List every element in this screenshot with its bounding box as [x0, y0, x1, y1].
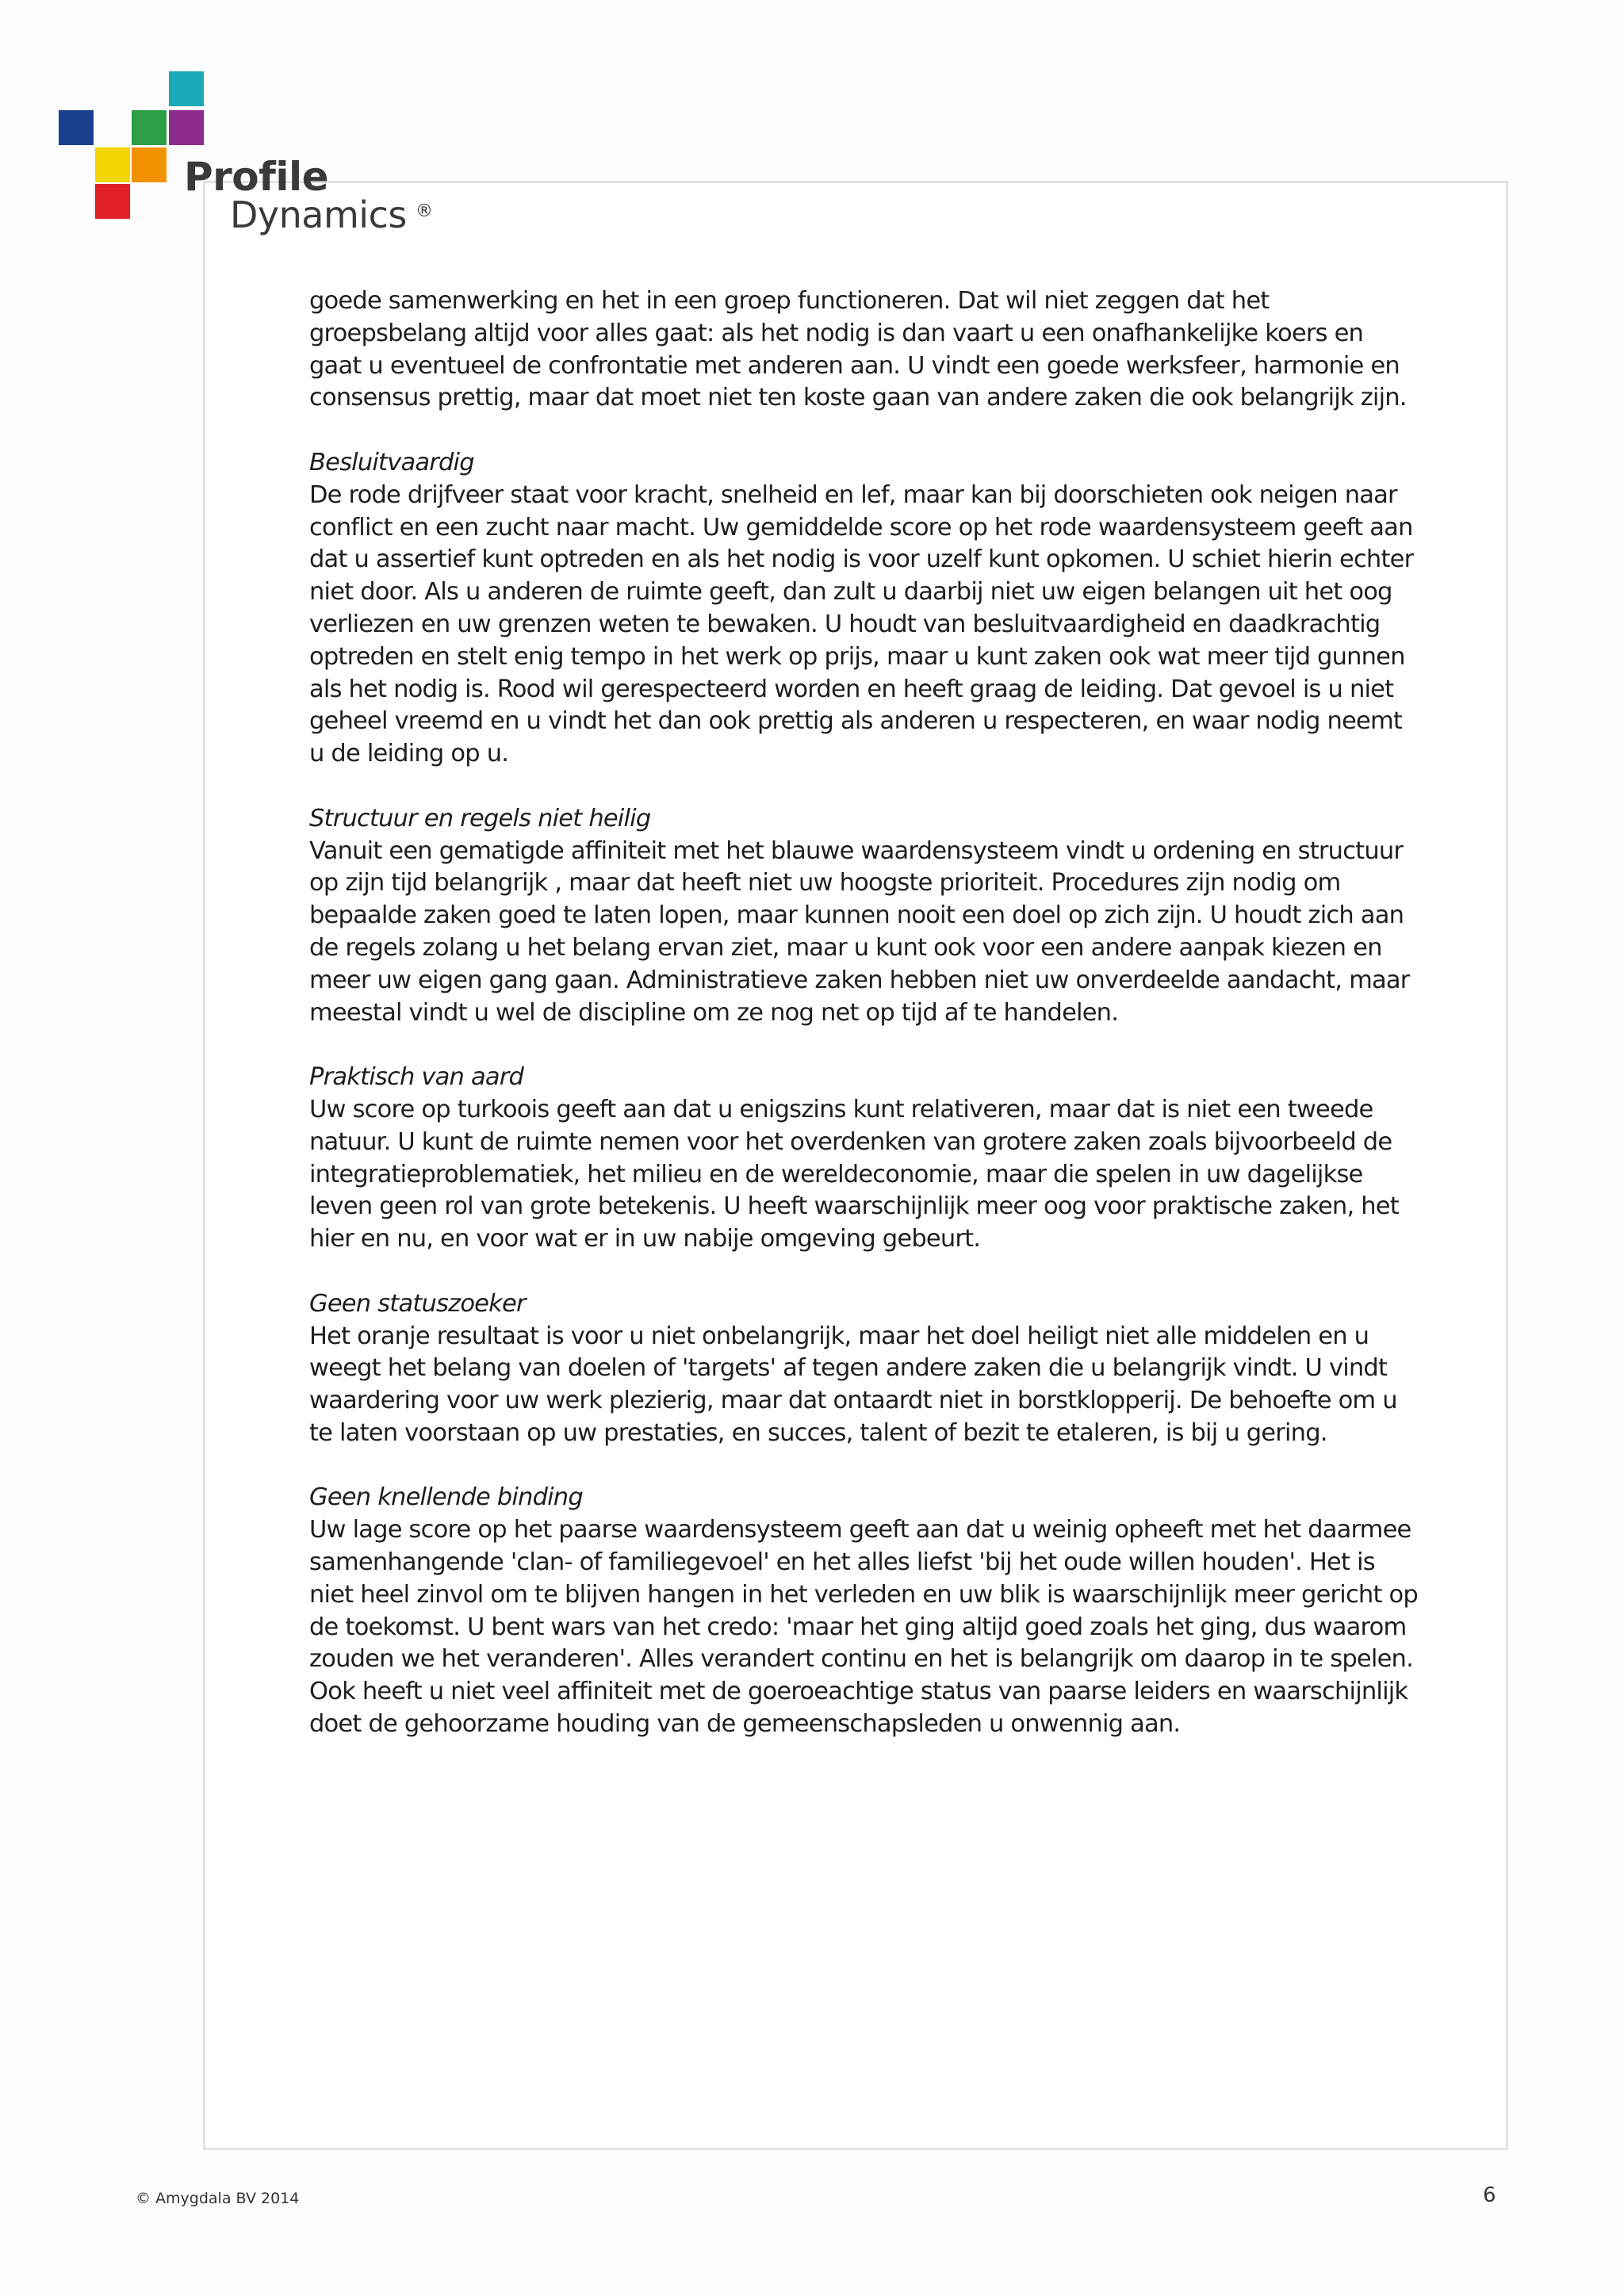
- section-heading: Besluitvaardig: [309, 448, 474, 476]
- section-heading: Geen statuszoeker: [309, 1289, 526, 1318]
- section-structuur: [309, 803, 1419, 1030]
- section-heading: Structuur en regels niet heilig: [309, 804, 651, 832]
- section-body: Uw score op turkoois geeft aan dat u enigszins kunt relativeren, maar dat is niet een tweede natuur. U kunt de ruimte nemen voor het overdenken van grotere zaken zoals bijvoorbeeld de integratieproblematiek, het milieu en de wereldeconomie, maar die spelen in uw dagelijkse leven geen rol van grote betekenis. U heeft waarschijnlijk meer oog voor praktische zaken, het hier en nu, en voor wat er in uw nabije omgeving gebeurt.: [309, 1095, 1399, 1253]
- logo-registered-mark: ®: [416, 201, 433, 221]
- logo-word-profile: Profile: [184, 154, 329, 200]
- logo-square-blue: [59, 110, 94, 145]
- logo-square-yellow: [95, 147, 130, 182]
- section-body: Uw lage score op het paarse waardensysteem geeft aan dat u weinig opheeft met het daarmee samenhangende 'clan- of familiegevoel' en het alles liefst 'bij het oude willen houden'. Het is niet heel zinvol om te blijven hangen in het verleden en uw blik is waarschijnlijk meer gericht op de toekomst. U bent wars van het credo: 'maar het ging altijd goed zoals het ging, dus waarom zouden we het veranderen'. Alles verandert continu en het is belangrijk om daarop in te spelen. Ook heeft u niet veel affiniteit met de goeroeachtige status van paarse leiders en waarschijnlijk doet de gehoorzame houding van de gemeenschapsleden u onwennig aan.: [309, 1516, 1418, 1739]
- section-heading: Geen knellende binding: [309, 1483, 583, 1512]
- section-praktisch: [309, 1062, 1419, 1256]
- section-binding: [309, 1482, 1419, 1740]
- footer-copyright: © Amygdala BV 2014: [136, 2190, 300, 2207]
- section-heading: Praktisch van aard: [309, 1063, 524, 1092]
- logo-square-red: [95, 184, 130, 219]
- intro-paragraph: goede samenwerking en het in een groep functioneren. Dat wil niet zeggen dat het groepsbelang altijd voor alles gaat: als het nodig is dan vaart u een onafhankelijke koers en gaat u eventueel de confrontatie met anderen aan. U vindt een goede werksfeer, harmonie en consensus prettig, maar dat moet niet ten koste gaan van andere zaken die ook belangrijk zijn.: [309, 287, 1407, 412]
- document-body: [309, 285, 1419, 1774]
- logo-square-orange: [132, 147, 167, 182]
- section-body: Vanuit een gematigde affiniteit met het blauwe waardensysteem vindt u ordening en structuur op zijn tijd belangrijk , maar dat heeft niet uw hoogste prioriteit. Procedures zijn nodig om bepaalde zaken goed te laten lopen, maar kunnen nooit een doel op zich zijn. U houdt zich aan de regels zolang u het belang ervan ziet, maar u kunt ook voor een andere aanpak kiezen en meer uw eigen gang gaan. Administratieve zaken hebben niet uw onverdeelde aandacht, maar meestal vindt u wel de discipline om ze nog net op tijd af te handelen.: [309, 836, 1410, 1027]
- logo-word-dynamics: Dynamics: [230, 193, 407, 236]
- section-statuszoeker: [309, 1288, 1419, 1450]
- section-besluitvaardig: [309, 447, 1419, 771]
- section-body: De rode drijfveer staat voor kracht, snelheid en lef, maar kan bij doorschieten ook neigen naar conflict en een zucht naar macht. Uw gemiddelde score op het rode waardensysteem geeft aan dat u assertief kunt optreden en als het nodig is voor uzelf kunt opkomen. U schiet hierin echter niet door. Als u anderen de ruimte geeft, dan zult u daarbij niet uw eigen belangen uit het oog verliezen en uw grenzen weten te bewaken. U houdt van besluitvaardigheid en daadkrachtig optreden en stelt enig tempo in het werk op prijs, maar u kunt zaken ook wat meer tijd gunnen als het nodig is. Rood wil gerespecteerd worden en heeft graag de leiding. Dat gevoel is u niet geheel vreemd en u vindt het dan ook prettig als anderen u respecteren, en waar nodig neemt u de leiding op u.: [309, 480, 1414, 768]
- logo-square-teal: [169, 71, 204, 106]
- page-number: 6: [1483, 2183, 1496, 2207]
- logo-square-green: [132, 110, 167, 145]
- logo-square-purple: [169, 110, 204, 145]
- section-body: Het oranje resultaat is voor u niet onbelangrijk, maar het doel heiligt niet alle middelen en u weegt het belang van doelen of 'targets' af tegen andere zaken die u belangrijk vindt. U vindt waardering voor uw werk plezierig, maar dat ontaardt niet in borstklopperij. De behoefte om u te laten voorstaan op uw prestaties, en succes, talent of bezit te etaleren, is bij u gering.: [309, 1322, 1397, 1447]
